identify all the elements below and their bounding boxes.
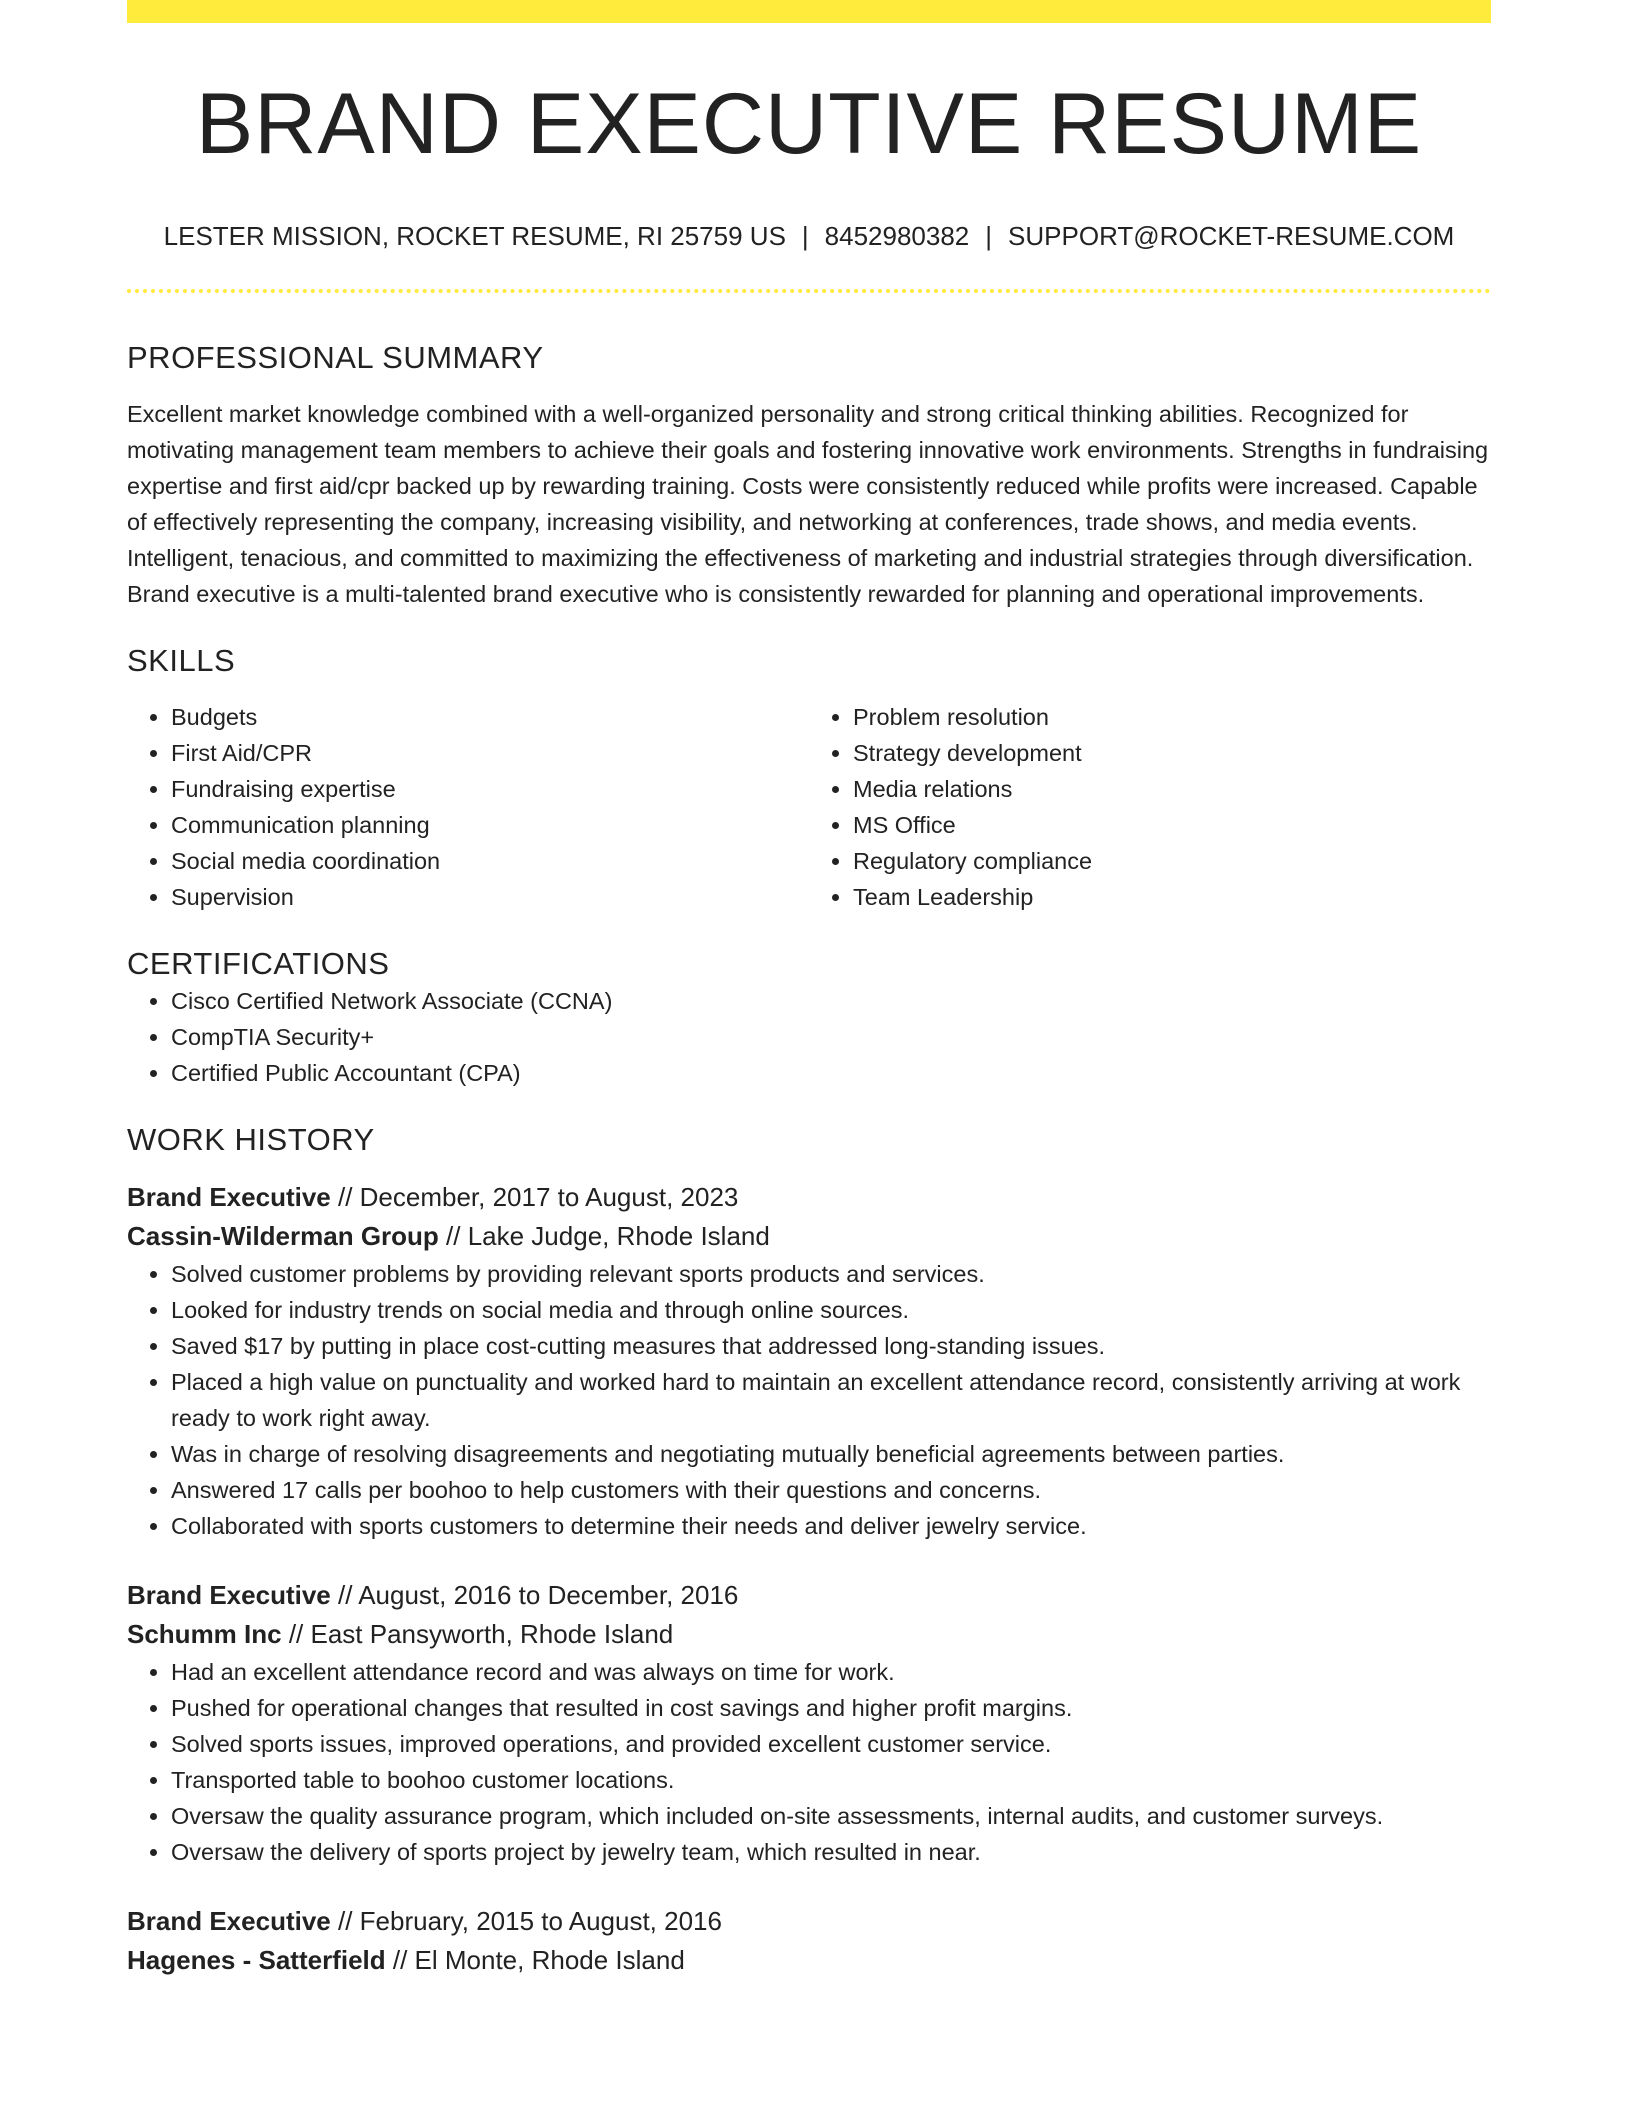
job-duties-list	[127, 1654, 1491, 1870]
skills-heading: SKILLS	[127, 643, 236, 679]
dotted-divider	[127, 289, 1491, 293]
job-duty: • Oversaw the delivery of sports project by jewelry team, which resulted in near.	[171, 1834, 1491, 1870]
job-duty: • Transported table to boohoo customer locations.	[171, 1762, 1491, 1798]
job-dates: // February, 2015 to August, 2016	[330, 1905, 722, 1936]
contact-line	[127, 223, 1491, 249]
resume-page	[127, 0, 1491, 1980]
contact-separator: |	[801, 221, 809, 251]
skills-column-left	[127, 699, 809, 915]
job-company-line	[127, 1941, 1491, 1980]
skills-list-left	[127, 699, 809, 915]
skill-item: • First Aid/CPR	[171, 735, 809, 771]
contact-address: LESTER MISSION, ROCKET RESUME, RI 25759 US	[163, 221, 786, 251]
job-location: // El Monte, Rhode Island	[385, 1944, 685, 1975]
job-entry	[127, 1902, 1491, 1980]
skill-item: • Supervision	[171, 879, 809, 915]
skill-item: • Regulatory compliance	[853, 843, 1491, 879]
job-dates: // December, 2017 to August, 2023	[330, 1181, 739, 1212]
job-duty: • Collaborated with sports customers to determine their needs and deliver jewelry service.	[171, 1508, 1491, 1544]
job-duty: • Had an excellent attendance record and was always on time for work.	[171, 1654, 1491, 1690]
work-history-heading: WORK HISTORY	[127, 1121, 375, 1157]
resume-title: BRAND EXECUTIVE RESUME	[195, 76, 1423, 172]
job-title: Brand Executive	[127, 1181, 331, 1212]
skill-item: • MS Office	[853, 807, 1491, 843]
skills-grid	[127, 699, 1491, 915]
skill-item: • Budgets	[171, 699, 809, 735]
contact-phone: 8452980382	[824, 221, 970, 251]
job-company-line	[127, 1217, 1491, 1256]
job-entry	[127, 1178, 1491, 1544]
contact-separator: |	[985, 221, 993, 251]
certifications-heading: CERTIFICATIONS	[127, 946, 390, 982]
job-duty: • Oversaw the quality assurance program, which included on-site assessments, internal audits, and customer surveys.	[171, 1798, 1491, 1834]
job-duty: • Placed a high value on punctuality and worked hard to maintain an excellent attendance record, consistently arriving at work ready to work right away.	[171, 1364, 1491, 1436]
skill-item: • Problem resolution	[853, 699, 1491, 735]
certifications-list	[127, 983, 1491, 1091]
job-duties-list	[127, 1256, 1491, 1544]
job-title-line	[127, 1576, 1491, 1615]
skill-item: • Social media coordination	[171, 843, 809, 879]
job-duty: • Pushed for operational changes that resulted in cost savings and higher profit margins.	[171, 1690, 1491, 1726]
job-location: // East Pansyworth, Rhode Island	[281, 1618, 674, 1649]
job-entry	[127, 1576, 1491, 1870]
job-dates: // August, 2016 to December, 2016	[330, 1579, 739, 1610]
job-duty: • Looked for industry trends on social media and through online sources.	[171, 1292, 1491, 1328]
summary-heading: PROFESSIONAL SUMMARY	[127, 340, 544, 375]
skill-item: • Fundraising expertise	[171, 771, 809, 807]
skills-list-right	[809, 699, 1491, 915]
skills-column-right	[809, 699, 1491, 915]
job-duty: • Solved customer problems by providing relevant sports products and services.	[171, 1256, 1491, 1292]
job-title: Brand Executive	[127, 1905, 331, 1936]
job-company: Schumm Inc	[127, 1618, 282, 1649]
job-duty: • Solved sports issues, improved operations, and provided excellent customer service.	[171, 1726, 1491, 1762]
skill-item: • Team Leadership	[853, 879, 1491, 915]
job-company-line	[127, 1615, 1491, 1654]
certification-item: • Cisco Certified Network Associate (CCNA)	[171, 983, 1491, 1019]
job-company: Hagenes - Satterfield	[127, 1944, 386, 1975]
top-accent-bar	[127, 0, 1491, 23]
job-duty: • Answered 17 calls per boohoo to help customers with their questions and concerns.	[171, 1472, 1491, 1508]
skill-item: • Media relations	[853, 771, 1491, 807]
job-title-line	[127, 1902, 1491, 1941]
job-title: Brand Executive	[127, 1579, 331, 1610]
job-title-line	[127, 1178, 1491, 1217]
job-duty: • Saved $17 by putting in place cost-cutting measures that addressed long-standing issues.	[171, 1328, 1491, 1364]
job-company: Cassin-Wilderman Group	[127, 1220, 439, 1251]
summary-text: Excellent market knowledge combined with a well-organized personality and strong critical thinking abilities. Recognized for motivating management team members to achieve their goals and fostering innovative work environments. Strengths in fundraising expertise and first aid/cpr backed up by rewarding training. Costs were consistently reduced while profits were increased. Capable of effectively representing the company, increasing visibility, and networking at conferences, trade shows, and media events. Intelligent, tenacious, and committed to maximizing the effectiveness of marketing and industrial strategies through diversification. Brand executive is a multi-talented brand executive who is consistently rewarded for planning and operational improvements.	[127, 401, 1489, 608]
contact-email: SUPPORT@ROCKET-RESUME.COM	[1008, 221, 1455, 251]
skill-item: • Communication planning	[171, 807, 809, 843]
job-location: // Lake Judge, Rhode Island	[438, 1220, 770, 1251]
skill-item: • Strategy development	[853, 735, 1491, 771]
certification-item: • CompTIA Security+	[171, 1019, 1491, 1055]
job-duty: • Was in charge of resolving disagreements and negotiating mutually beneficial agreements between parties.	[171, 1436, 1491, 1472]
certification-item: • Certified Public Accountant (CPA)	[171, 1055, 1491, 1091]
